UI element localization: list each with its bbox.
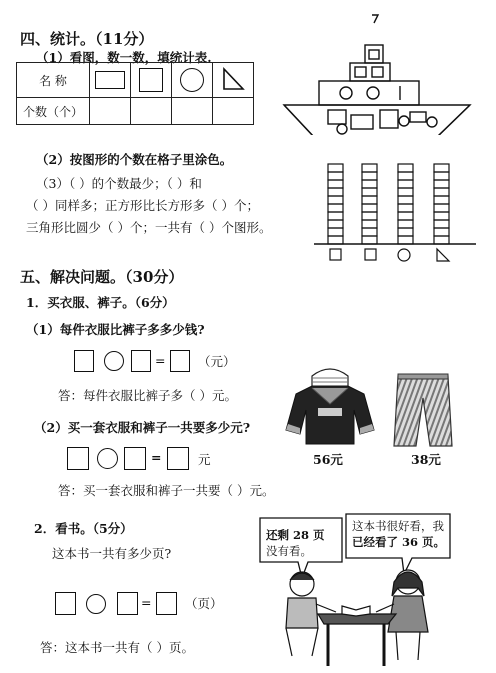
count-circle[interactable] (172, 98, 213, 125)
eq1-box1[interactable] (74, 350, 94, 372)
rectangle-icon (95, 71, 125, 89)
section4-q2: （2）按图形的个数在格子里涂色。 (36, 152, 233, 167)
coloring-grid[interactable] (310, 156, 480, 268)
grid-cell[interactable] (362, 172, 377, 180)
children-reading-illustration (272, 566, 442, 670)
circle-cell (172, 63, 213, 98)
grid-cell[interactable] (328, 228, 343, 236)
grid-cell[interactable] (362, 228, 377, 236)
price-jacket: 56元 (313, 452, 343, 467)
problem2-question: 这本书一共有多少页? (52, 546, 172, 561)
grid-cell[interactable] (434, 172, 449, 180)
grid-cell[interactable] (328, 188, 343, 196)
triangle-cell (213, 63, 254, 98)
grid-cell[interactable] (434, 204, 449, 212)
grid-cell[interactable] (362, 204, 377, 212)
grid-cell[interactable] (434, 236, 449, 244)
bubble-left-line2: 没有看。 (266, 544, 312, 558)
eq1-box2[interactable] (131, 350, 151, 372)
grid-cell[interactable] (328, 196, 343, 204)
grid-cell[interactable] (398, 236, 413, 244)
grid-cell[interactable] (398, 212, 413, 220)
grid-cell[interactable] (434, 180, 449, 188)
grid-circle-label (398, 249, 410, 261)
problem1-title: 1．买衣服、裤子。（6分） (26, 295, 175, 310)
grid-cell[interactable] (328, 220, 343, 228)
eq1-equals: = (155, 353, 166, 368)
grid-cell[interactable] (328, 164, 343, 172)
problem1-answer2: 答：买一套衣服和裤子一共要（ ）元。 (58, 483, 275, 498)
eq1-result[interactable] (170, 350, 190, 372)
grid-cell[interactable] (398, 228, 413, 236)
price-pants: 38元 (411, 452, 441, 467)
grid-square-label (365, 249, 376, 260)
grid-cell[interactable] (362, 196, 377, 204)
grid-cell[interactable] (398, 220, 413, 228)
grid-cell[interactable] (328, 212, 343, 220)
eq3-unit: （页） (185, 596, 223, 611)
grid-cell[interactable] (398, 196, 413, 204)
eq3-result[interactable] (156, 592, 177, 615)
table-name-label: 名 称 (17, 63, 90, 98)
grid-cell[interactable] (434, 196, 449, 204)
grid-cell[interactable] (362, 164, 377, 172)
rectangle-cell (90, 63, 131, 98)
count-triangle[interactable] (213, 98, 254, 125)
stats-table (16, 62, 254, 125)
grid-cell[interactable] (398, 164, 413, 172)
section4-q3-line1: （3）（ ）的个数最少；（ ）和 (36, 176, 202, 191)
grid-triangle-label (437, 249, 449, 261)
count-rectangle[interactable] (90, 98, 131, 125)
eq2-result[interactable] (167, 447, 189, 470)
count-square[interactable] (131, 98, 172, 125)
problem2-title: 2．看书。（5分） (34, 521, 133, 536)
ship-figure (282, 10, 492, 135)
problem1-answer1: 答：每件衣服比裤子多（ ）元。 (58, 388, 237, 403)
eq2-unit: 元 (198, 452, 211, 467)
eq2-box1[interactable] (67, 447, 89, 470)
bubble-left-line1: 还剩 28 页 (266, 528, 325, 542)
grid-cell[interactable] (434, 164, 449, 172)
grid-cell[interactable] (362, 220, 377, 228)
section5-title: 五、解决问题。（30分） (20, 268, 184, 286)
grid-cell[interactable] (434, 188, 449, 196)
grid-cell[interactable] (328, 172, 343, 180)
grid-cell[interactable] (398, 188, 413, 196)
triangle-icon (221, 67, 245, 91)
problem2-answer: 答：这本书一共有（ ）页。 (40, 640, 194, 655)
problem1-q1: （1）每件衣服比裤子多多少钱? (26, 322, 205, 337)
eq2-box2[interactable] (124, 447, 146, 470)
grid-cell[interactable] (434, 228, 449, 236)
grid-cell[interactable] (434, 212, 449, 220)
grid-cell[interactable] (398, 180, 413, 188)
grid-cell[interactable] (328, 236, 343, 244)
eq1-unit: （元） (198, 354, 236, 369)
eq3-operator[interactable] (86, 594, 106, 614)
eq1-operator[interactable] (104, 351, 124, 371)
eq2-operator[interactable] (97, 448, 118, 469)
grid-cell[interactable] (398, 204, 413, 212)
eq2-equals: = (151, 450, 162, 465)
grid-cell[interactable] (362, 180, 377, 188)
section4-q1: （1）看图，数一数，填统计表. (36, 50, 212, 65)
section4-q3-line3: 三角形比圆少（ ）个；一共有（ ）个图形。 (26, 220, 272, 235)
grid-cell[interactable] (362, 188, 377, 196)
jacket-illustration (282, 364, 378, 448)
pants-illustration (392, 372, 454, 450)
bubble-right-line2: 已经看了 36 页。 (352, 535, 446, 549)
section4-title: 四、统计。（11分） (20, 30, 154, 48)
grid-cell[interactable] (362, 212, 377, 220)
circle-icon (180, 68, 204, 92)
eq3-box1[interactable] (55, 592, 76, 615)
problem1-q2: （2）买一套衣服和裤子一共要多少元? (34, 420, 251, 435)
section4-q3-line2: （ ）同样多；正方形比长方形多（ ）个； (26, 198, 259, 213)
square-cell (131, 63, 172, 98)
grid-cell[interactable] (328, 204, 343, 212)
eq3-equals: = (141, 595, 152, 610)
grid-cell[interactable] (398, 172, 413, 180)
grid-cell[interactable] (434, 220, 449, 228)
grid-cell[interactable] (328, 180, 343, 188)
square-icon (139, 68, 163, 92)
bubble-right-line1: 这本书很好看，我 (352, 519, 444, 533)
grid-rectangle-label (330, 249, 341, 260)
table-count-label: 个数（个） (17, 98, 90, 125)
eq3-box2[interactable] (117, 592, 138, 615)
grid-cell[interactable] (362, 236, 377, 244)
